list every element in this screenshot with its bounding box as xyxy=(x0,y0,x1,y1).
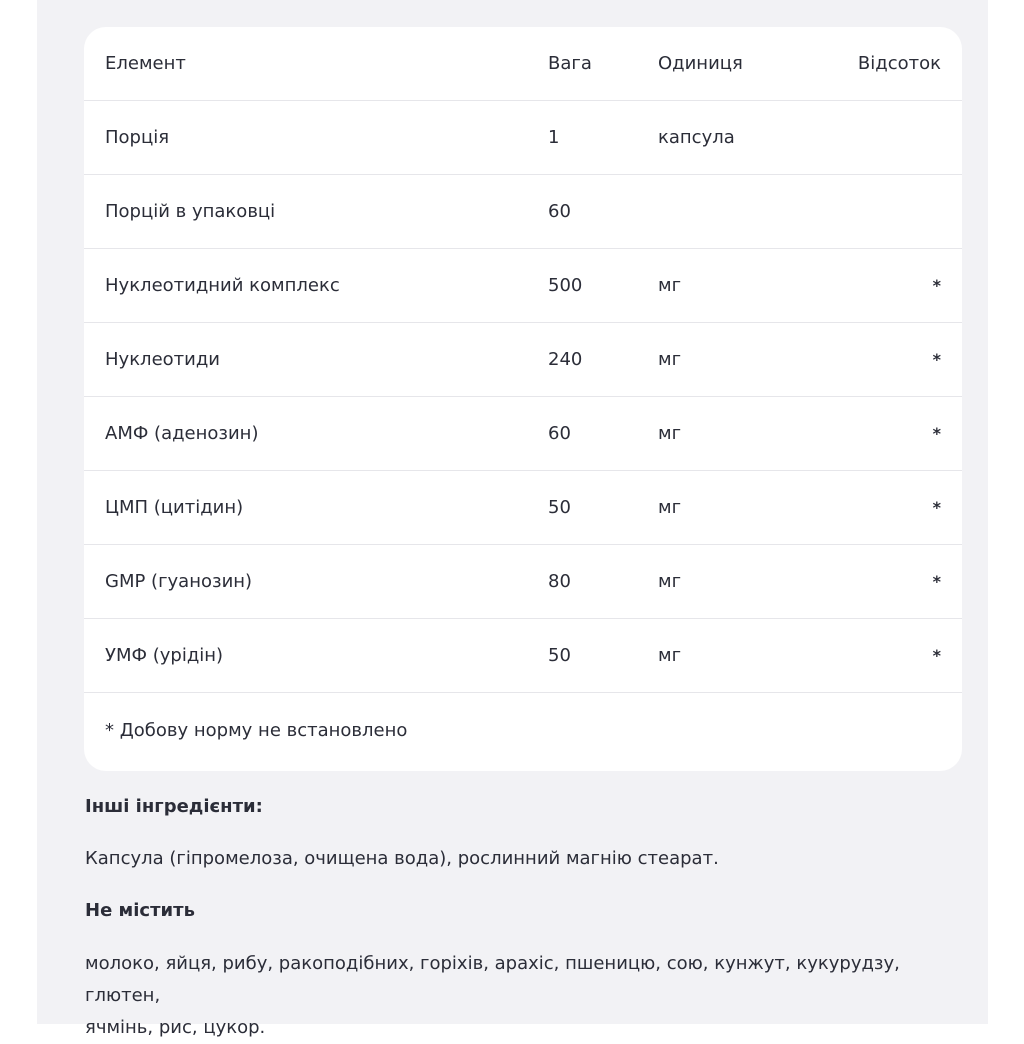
other-ingredients-text: Капсула (гіпромелоза, очищена вода), рослинний магнію стеарат. xyxy=(85,848,719,869)
row-unit: капсула xyxy=(658,127,735,148)
table-row xyxy=(84,619,962,693)
table-row xyxy=(84,249,962,323)
table-footnote: * Добову норму не встановлено xyxy=(105,720,408,741)
row-percent: * xyxy=(932,498,941,517)
row-unit: мг xyxy=(658,349,682,370)
row-element: GMP (гуанозин) xyxy=(105,571,253,592)
row-weight: 1 xyxy=(548,127,560,148)
row-weight: 80 xyxy=(548,571,571,592)
row-weight: 60 xyxy=(548,423,571,444)
row-weight: 240 xyxy=(548,349,583,370)
table-row xyxy=(84,545,962,619)
row-percent: * xyxy=(932,646,941,665)
row-element: АМФ (аденозин) xyxy=(105,423,259,444)
free-of-text-line: молоко, яйця, рибу, ракоподібних, горіхів, арахіс, пшеницю, сою, кунжут, кукурудзу, глютен, xyxy=(85,953,900,1006)
other-ingredients-title: Інші інгредієнти: xyxy=(85,796,263,817)
row-unit: мг xyxy=(658,423,682,444)
row-weight: 60 xyxy=(548,201,571,222)
row-weight: 50 xyxy=(548,497,571,518)
row-percent: * xyxy=(932,424,941,443)
row-element: ЦМП (цитідин) xyxy=(105,497,244,518)
row-element: Порцій в упаковці xyxy=(105,201,276,222)
row-unit: мг xyxy=(658,497,682,518)
row-percent: * xyxy=(932,276,941,295)
nutrition-table xyxy=(84,27,962,771)
header-element: Елемент xyxy=(105,53,186,74)
row-weight: 50 xyxy=(548,645,571,666)
table-row xyxy=(84,175,962,249)
table-header-row xyxy=(84,27,962,101)
free-of-text xyxy=(85,948,965,1044)
row-percent: * xyxy=(932,572,941,591)
row-element: УМФ (урідін) xyxy=(105,645,224,666)
row-unit: мг xyxy=(658,275,682,296)
row-element: Нуклеотиди xyxy=(105,349,220,370)
row-percent: * xyxy=(932,350,941,369)
table-row xyxy=(84,323,962,397)
row-unit: мг xyxy=(658,645,682,666)
table-row xyxy=(84,397,962,471)
row-element: Нуклеотидний комплекс xyxy=(105,275,340,296)
row-element: Порція xyxy=(105,127,170,148)
table-footnote-row xyxy=(84,693,962,768)
free-of-text-line: ячмінь, рис, цукор. xyxy=(85,1017,266,1038)
header-percent: Відсоток xyxy=(857,53,941,74)
row-unit: мг xyxy=(658,571,682,592)
header-weight: Вага xyxy=(548,53,592,74)
free-of-title: Не містить xyxy=(85,900,195,921)
table-row xyxy=(84,101,962,175)
header-unit: Одиниця xyxy=(658,53,743,74)
row-weight: 500 xyxy=(548,275,583,296)
table-row xyxy=(84,471,962,545)
